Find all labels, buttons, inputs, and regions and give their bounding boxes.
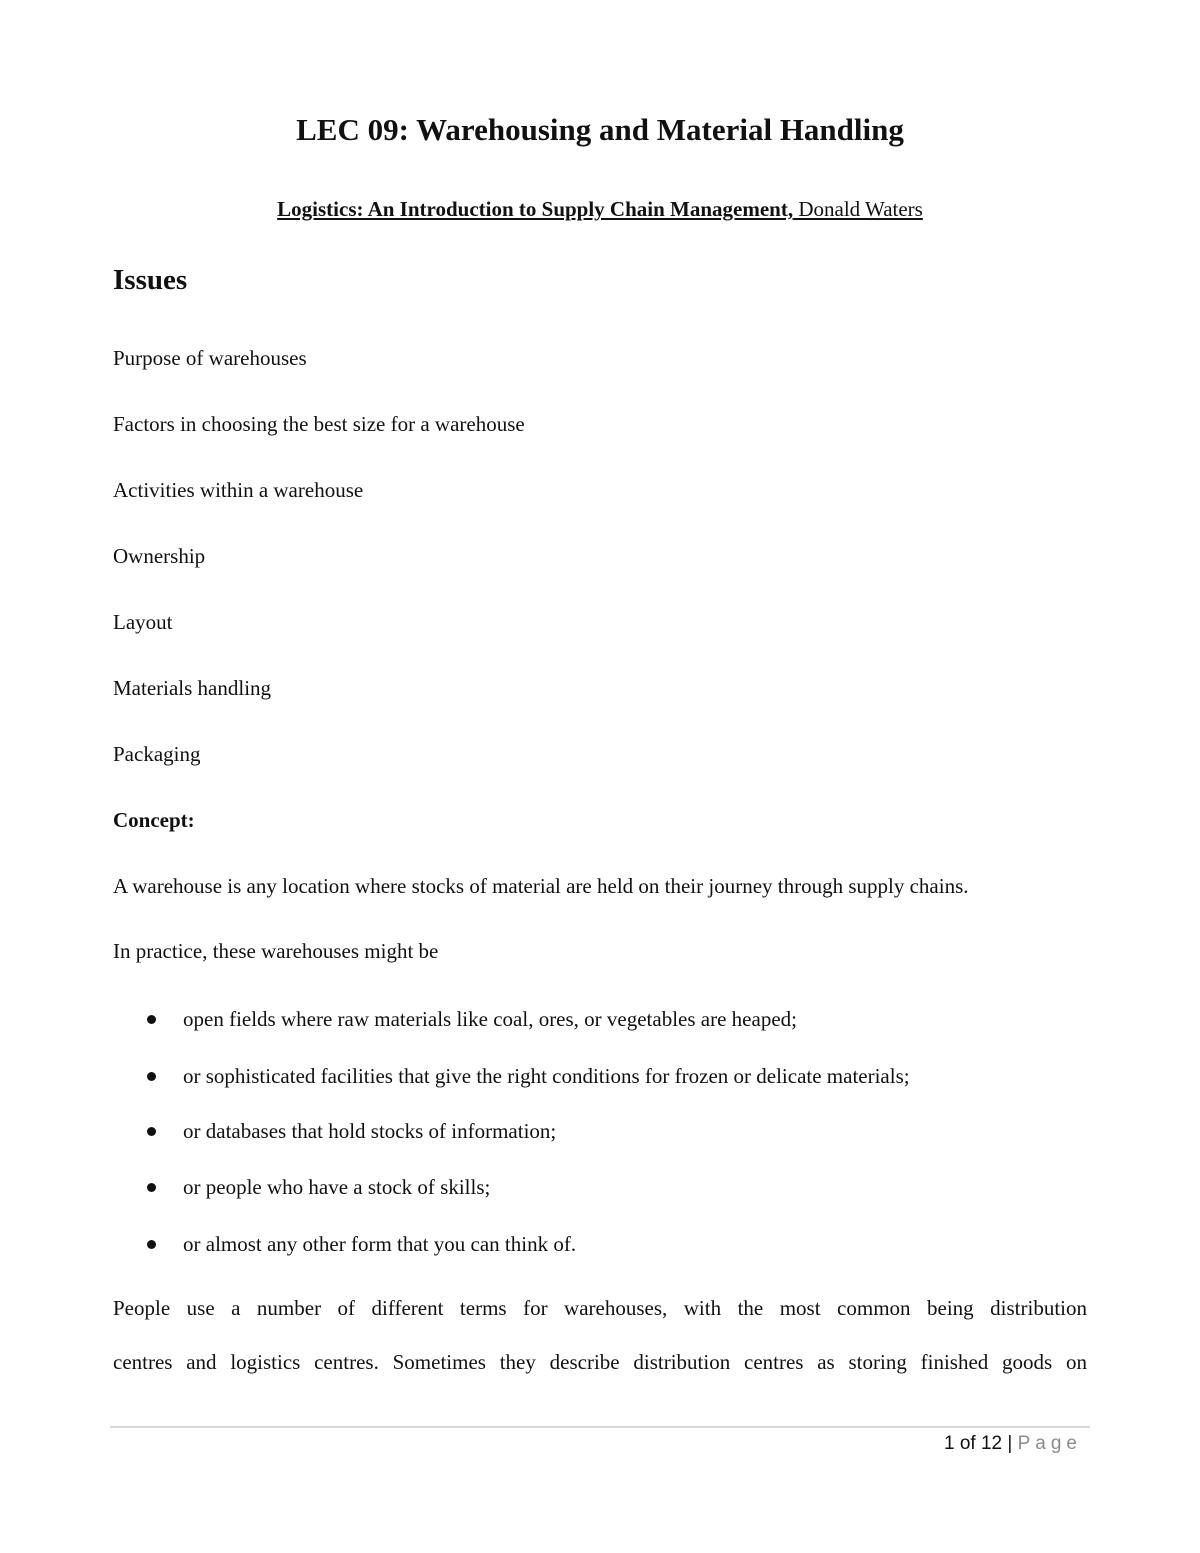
bullet-text: or people who have a stock of skills; — [183, 1175, 491, 1199]
reference-citation — [0, 195, 1200, 223]
bullet-text: open fields where raw materials like coal, ores, or vegetables are heaped; — [183, 1007, 797, 1031]
issue-item: Activities within a warehouse — [113, 478, 364, 502]
issue-item: Factors in choosing the best size for a warehouse — [113, 412, 525, 436]
page-footer — [944, 1432, 1082, 1456]
page-title: LEC 09: Warehousing and Material Handling — [296, 112, 904, 147]
footer-divider — [110, 1426, 1090, 1428]
paragraph-line: centres and logistics centres. Sometimes they describe distribution centres as storing finished goods on — [113, 1350, 1087, 1374]
bullet-icon — [147, 1072, 156, 1081]
page-word: Page — [1017, 1433, 1082, 1454]
page-number: 1 of 12 — [944, 1433, 1003, 1454]
issues-heading: Issues — [113, 264, 188, 296]
concept-definition: A warehouse is any location where stocks of material are held on their journey through supply chains. — [113, 874, 969, 898]
bullet-icon — [147, 1240, 156, 1249]
issue-item: Materials handling — [113, 676, 272, 700]
issue-item: Layout — [113, 610, 173, 634]
bullet-text: or databases that hold stocks of information; — [183, 1119, 557, 1143]
bullet-icon — [147, 1183, 156, 1192]
footer-separator: | — [1002, 1433, 1018, 1454]
issue-item: Ownership — [113, 544, 206, 568]
issue-item: Packaging — [113, 742, 201, 766]
bullet-text: or sophisticated facilities that give the right conditions for frozen or delicate materials; — [183, 1064, 910, 1088]
bullet-text: or almost any other form that you can think of. — [183, 1232, 577, 1256]
book-title: Logistics: An Introduction to Supply Chain Management, — [277, 197, 794, 221]
concept-intro: In practice, these warehouses might be — [113, 939, 439, 963]
issue-item: Purpose of warehouses — [113, 346, 307, 370]
paragraph-line: People use a number of different terms for warehouses, with the most common being distribution — [113, 1296, 1087, 1320]
concept-label: Concept: — [113, 808, 195, 832]
book-author: Donald Waters — [793, 197, 923, 221]
bullet-icon — [147, 1127, 156, 1136]
bullet-icon — [147, 1015, 156, 1024]
